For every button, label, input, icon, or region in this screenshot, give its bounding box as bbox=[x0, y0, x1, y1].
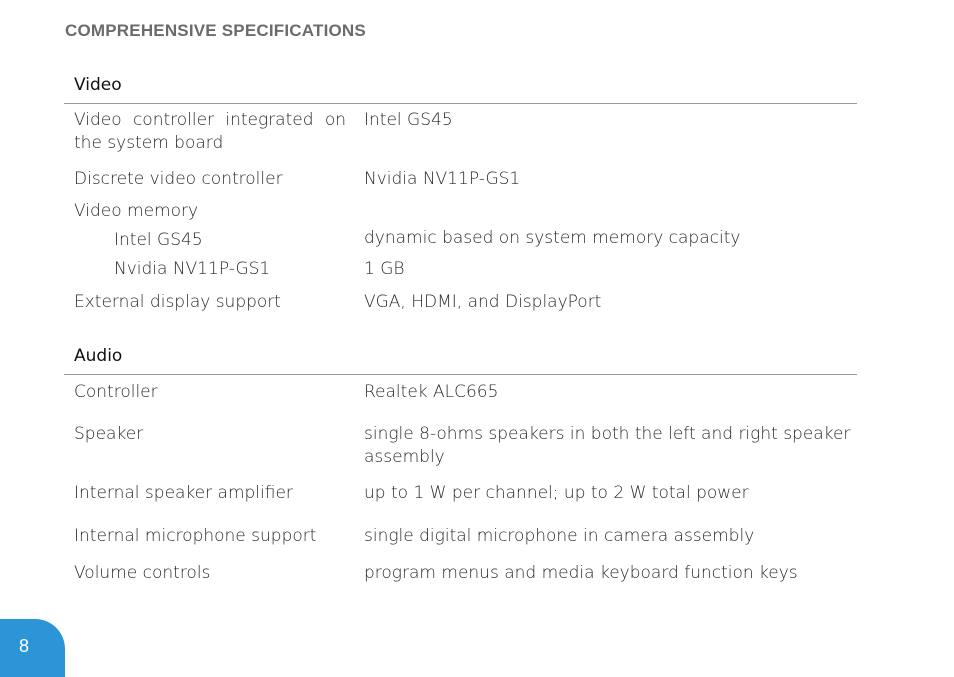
spec-value-speaker-amplifier: up to 1 W per channel; up to 2 W total power bbox=[364, 483, 749, 503]
spec-label-audio-controller: Controller bbox=[74, 382, 158, 402]
spec-label-video-memory: Video memory bbox=[74, 201, 199, 221]
page-heading: COMPREHENSIVE SPECIFICATIONS bbox=[65, 21, 366, 40]
spec-value-video-controller: Intel GS45 bbox=[364, 110, 453, 130]
spec-label-video-controller: Video controller integrated on the system board bbox=[74, 110, 346, 153]
spec-label-microphone: Internal microphone support bbox=[74, 526, 317, 546]
spec-value-external-display: VGA, HDMI, and DisplayPort bbox=[364, 292, 602, 312]
section-title-audio: Audio bbox=[74, 346, 123, 366]
page-number-tab bbox=[0, 619, 65, 677]
spec-value-speaker: single 8-ohms speakers in both the left and right speaker assembly bbox=[364, 424, 851, 467]
page-number: 8 bbox=[19, 636, 30, 656]
spec-value-memory-nvidia: 1 GB bbox=[364, 259, 405, 279]
spec-value-microphone: single digital microphone in camera assembly bbox=[364, 526, 755, 546]
spec-value-memory-intel: dynamic based on system memory capacity bbox=[364, 228, 741, 248]
spec-label-external-display: External display support bbox=[74, 292, 281, 312]
spec-label-memory-intel: Intel GS45 bbox=[114, 230, 203, 250]
section-rule-video bbox=[64, 103, 857, 104]
spec-value-audio-controller: Realtek ALC665 bbox=[364, 382, 499, 402]
spec-value-volume-controls: program menus and media keyboard function keys bbox=[364, 563, 798, 583]
spec-label-volume-controls: Volume controls bbox=[74, 563, 211, 583]
spec-value-discrete-video: Nvidia NV11P-GS1 bbox=[364, 169, 521, 189]
spec-label-speaker: Speaker bbox=[74, 424, 144, 444]
section-title-video: Video bbox=[74, 75, 122, 95]
spec-label-memory-nvidia: Nvidia NV11P-GS1 bbox=[114, 259, 271, 279]
section-rule-audio bbox=[64, 374, 857, 375]
spec-label-discrete-video: Discrete video controller bbox=[74, 169, 283, 189]
spec-label-speaker-amplifier: Internal speaker amplifier bbox=[74, 483, 293, 503]
